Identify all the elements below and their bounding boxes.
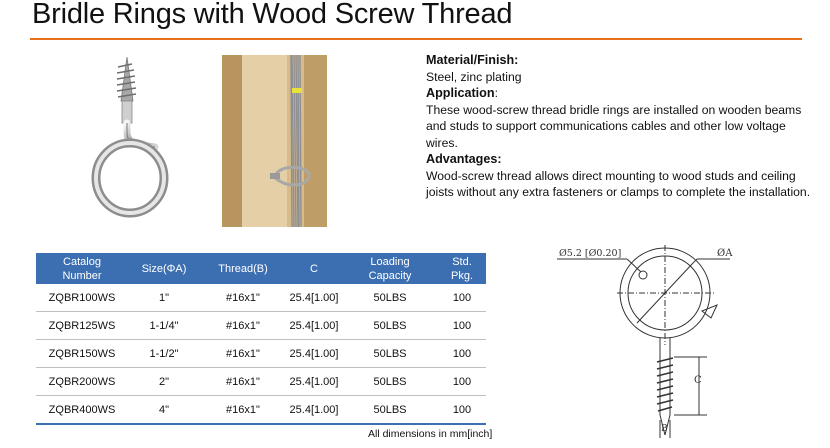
wire-diameter-label: Ø5.2 [Ø0.20] (559, 248, 622, 259)
bridle-ring-photo (85, 53, 190, 228)
table-row (36, 312, 486, 340)
cell-catalog-number: ZQBR100WS (36, 284, 128, 312)
cell-std-pkg: 100 (438, 312, 486, 340)
title-underline (30, 38, 802, 40)
dimension-b-label: B (661, 424, 668, 434)
application-colon: : (494, 86, 498, 100)
cell-size: 1-1/2" (128, 340, 200, 368)
table-row (36, 340, 486, 368)
cell-loading-capacity: 50LBS (342, 396, 438, 425)
material-text: Steel, zinc plating (426, 69, 522, 84)
material-heading: Material/Finish: (426, 53, 519, 67)
advantages-heading: Advantages: (426, 152, 502, 166)
page-title: Bridle Rings with Wood Screw Thread (32, 0, 513, 30)
cell-loading-capacity: 50LBS (342, 340, 438, 368)
cell-c-value: 25.4[1.00] (286, 368, 342, 396)
cell-size: 4" (128, 396, 200, 425)
table-row (36, 284, 486, 312)
cell-size: 1-1/4" (128, 312, 200, 340)
table-row (36, 368, 486, 396)
dimensions-note: All dimensions in mm[inch] (368, 428, 493, 440)
cell-loading-capacity: 50LBS (342, 368, 438, 396)
dimension-c-label: C (694, 375, 702, 386)
cell-thread: #16x1" (200, 368, 286, 396)
cell-catalog-number: ZQBR150WS (36, 340, 128, 368)
table-row (36, 396, 486, 425)
header-thread: Thread(B) (200, 253, 286, 284)
cell-catalog-number: ZQBR125WS (36, 312, 128, 340)
cell-loading-capacity: 50LBS (342, 312, 438, 340)
header-size: Size(ΦA) (128, 253, 200, 284)
application-heading: Application (426, 86, 495, 100)
cell-thread: #16x1" (200, 396, 286, 425)
installation-photo (222, 55, 327, 227)
header-std-pkg: Std. Pkg. (438, 253, 486, 284)
cell-std-pkg: 100 (438, 368, 486, 396)
cell-thread: #16x1" (200, 340, 286, 368)
cell-c-value: 25.4[1.00] (286, 312, 342, 340)
cell-c-value: 25.4[1.00] (286, 396, 342, 425)
cell-std-pkg: 100 (438, 340, 486, 368)
product-description (426, 52, 816, 201)
header-c: C (286, 253, 342, 284)
cell-catalog-number: ZQBR400WS (36, 396, 128, 425)
technical-drawing (547, 245, 787, 440)
cell-thread: #16x1" (200, 312, 286, 340)
cell-loading-capacity: 50LBS (342, 284, 438, 312)
cell-thread: #16x1" (200, 284, 286, 312)
header-catalog-number: Catalog Number (36, 253, 128, 284)
advantages-text: Wood-screw thread allows direct mounting to wood studs and ceiling joists without any extra fasteners or clamps to complete the installation. (426, 168, 811, 199)
cell-size: 2" (128, 368, 200, 396)
cell-catalog-number: ZQBR200WS (36, 368, 128, 396)
cell-c-value: 25.4[1.00] (286, 284, 342, 312)
ring-diameter-label: ØA (717, 248, 733, 259)
header-loading-capacity: Loading Capacity (342, 253, 438, 284)
cell-std-pkg: 100 (438, 284, 486, 312)
specification-table (36, 253, 486, 425)
application-text: These wood-screw thread bridle rings are installed on wooden beams and studs to support communications cables and other low voltage wires. (426, 102, 802, 150)
table-header-row (36, 253, 486, 284)
cell-c-value: 25.4[1.00] (286, 340, 342, 368)
cell-size: 1" (128, 284, 200, 312)
cell-std-pkg: 100 (438, 396, 486, 425)
